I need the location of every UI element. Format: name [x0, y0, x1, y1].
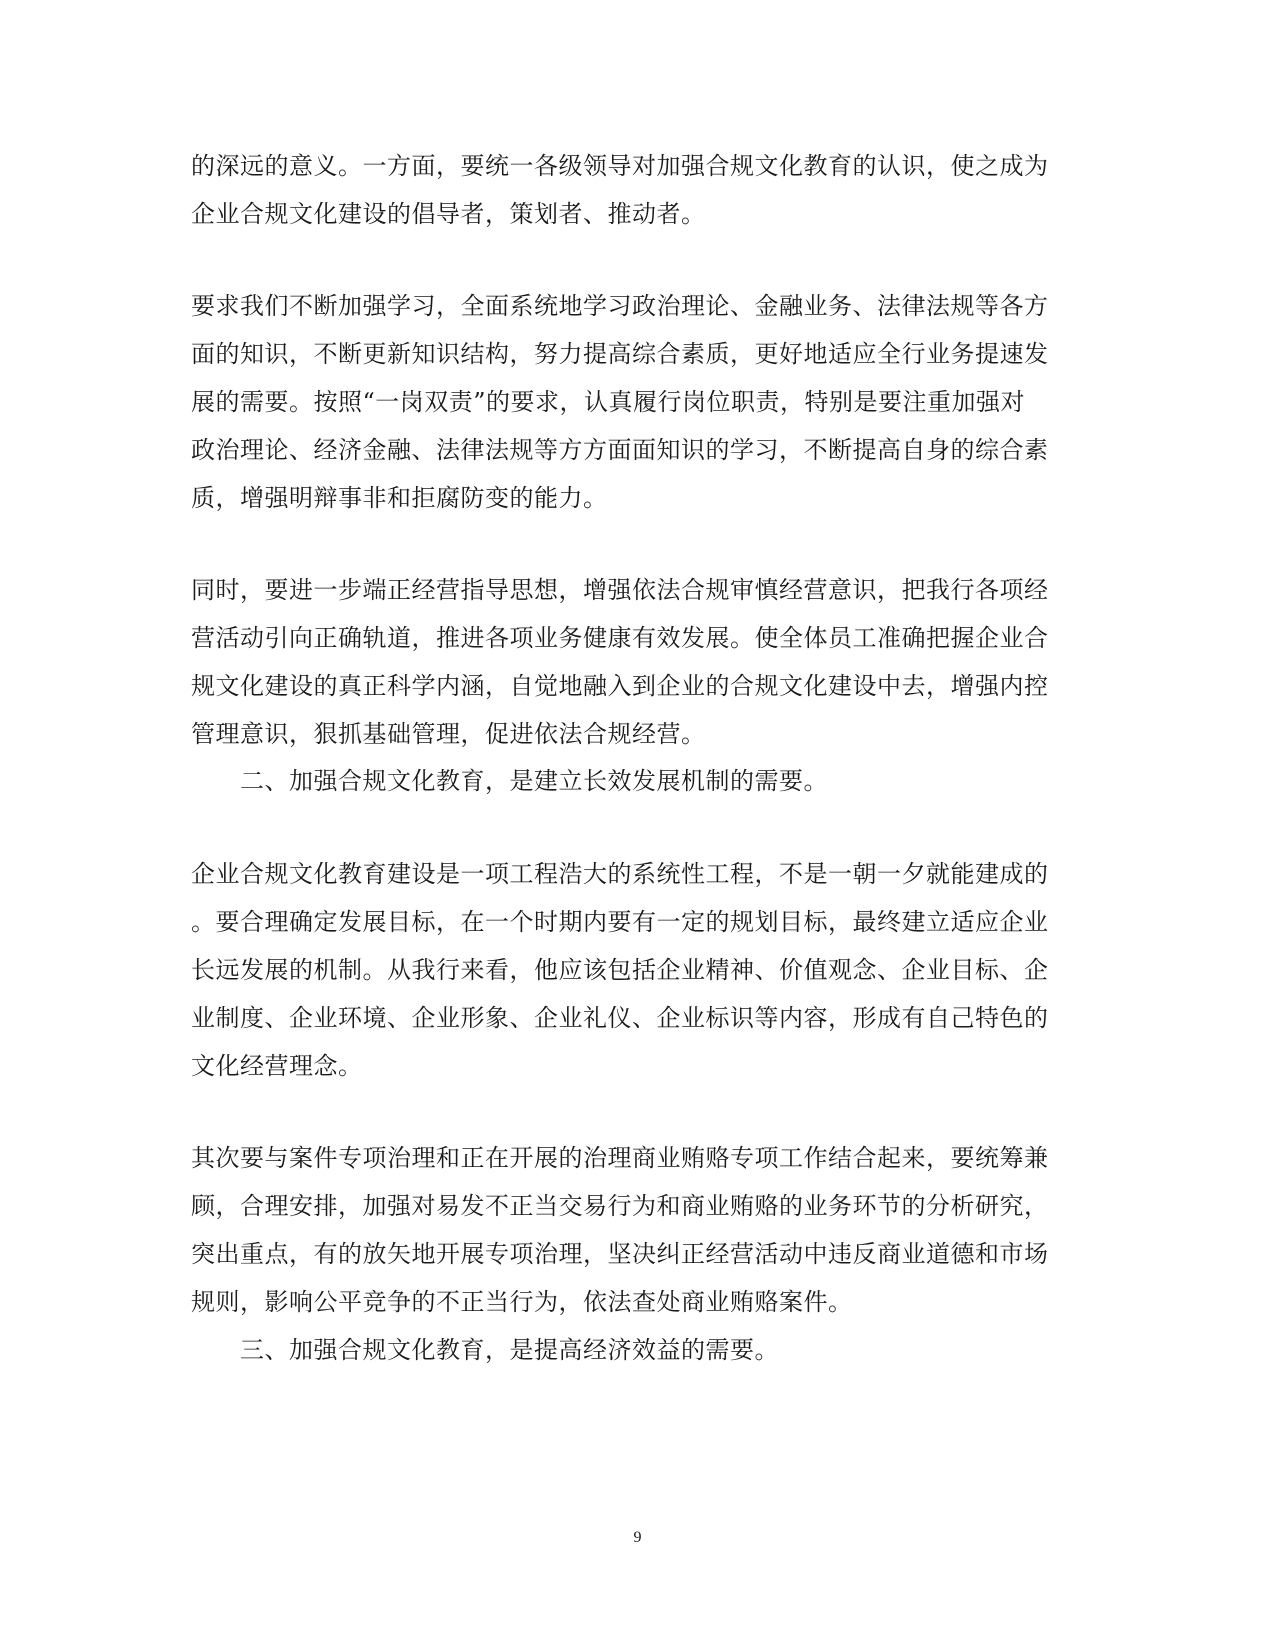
text-line: 突出重点，有的放矢地开展专项治理，坚决纠正经营活动中违反商业道德和市场	[191, 1240, 1049, 1268]
text-line: 营活动引向正确轨道，推进各项业务健康有效发展。使全体员工准确把握企业合	[191, 624, 1049, 652]
section-heading: 二、加强合规文化教育，是建立长效发展机制的需要。	[240, 767, 828, 795]
text-line: 质，增强明辩事非和拒腐防变的能力。	[191, 484, 608, 512]
text-line: 企业合规文化建设的倡导者，策划者、推动者。	[191, 200, 706, 228]
text-line: 业制度、企业环境、企业形象、企业礼仪、企业标识等内容，形成有自己特色的	[191, 1004, 1049, 1032]
text-line: 其次要与案件专项治理和正在开展的治理商业贿赂专项工作结合起来，要统筹兼	[191, 1144, 1049, 1172]
text-line: 管理意识，狠抓基础管理，促进依法合规经营。	[191, 720, 706, 748]
text-line: 政治理论、经济金融、法律法规等方方面面知识的学习，不断提高自身的综合素	[191, 436, 1049, 464]
text-line: 。要合理确定发展目标，在一个时期内要有一定的规划目标，最终建立适应企业	[191, 908, 1049, 936]
text-line: 展的需要。按照“一岗双责”的要求，认真履行岗位职责，特别是要注重加强对	[191, 388, 1026, 416]
section-heading: 三、加强合规文化教育，是提高经济效益的需要。	[240, 1336, 779, 1364]
text-line: 企业合规文化教育建设是一项工程浩大的系统性工程，不是一朝一夕就能建成的	[191, 860, 1049, 888]
text-line: 顾，合理安排，加强对易发不正当交易行为和商业贿赂的业务环节的分析研究，	[191, 1192, 1049, 1220]
text-line: 的深远的意义。一方面，要统一各级领导对加强合规文化教育的认识，使之成为	[191, 152, 1049, 180]
text-line: 同时，要进一步端正经营指导思想，增强依法合规审慎经营意识，把我行各项经	[191, 576, 1049, 604]
text-line: 面的知识，不断更新知识结构，努力提高综合素质，更好地适应全行业务提速发	[191, 340, 1049, 368]
text-line: 要求我们不断加强学习，全面系统地学习政治理论、金融业务、法律法规等各方	[191, 292, 1049, 320]
text-line: 规则，影响公平竞争的不正当行为，依法查处商业贿赂案件。	[191, 1288, 853, 1316]
text-line: 规文化建设的真正科学内涵，自觉地融入到企业的合规文化建设中去，增强内控	[191, 672, 1049, 700]
text-line: 长远发展的机制。从我行来看，他应该包括企业精神、价值观念、企业目标、企	[191, 956, 1049, 984]
text-line: 文化经营理念。	[191, 1052, 363, 1080]
page-number: 9	[633, 1529, 642, 1546]
